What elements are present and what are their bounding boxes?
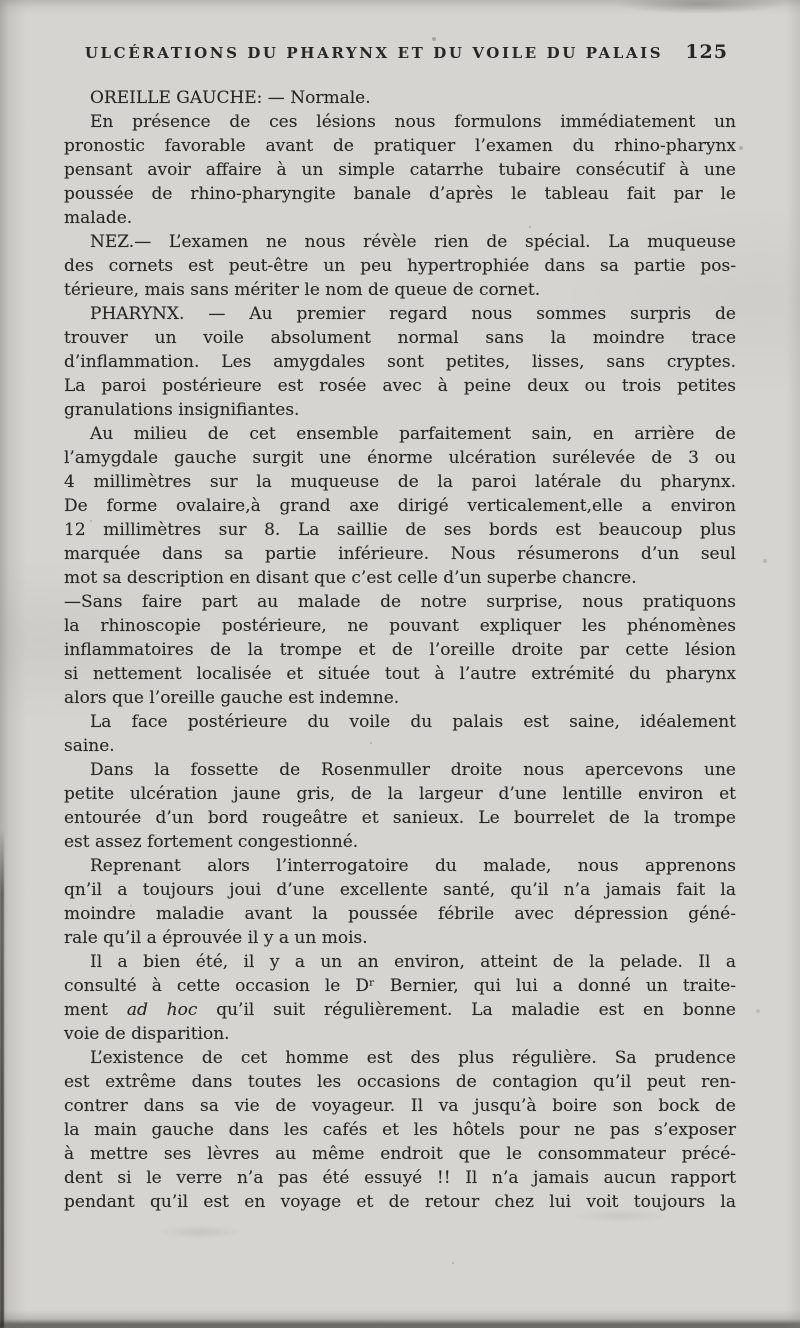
page-number: 125 bbox=[685, 41, 728, 63]
text-line: est assez fortement congestionné. bbox=[64, 832, 359, 852]
text-line: alors que l’oreille gauche est indemne. bbox=[64, 688, 400, 708]
text-line: Il a bien été, il y a un an environ, atteint de la pelade. Il a bbox=[90, 952, 736, 972]
text-line: saine. bbox=[64, 736, 115, 756]
text-line: consulté à cette occasion le Dʳ Bernier, qui lui a donné un traite- bbox=[64, 976, 736, 996]
paragraph bbox=[64, 230, 736, 302]
text-line: ment ad hoc qu’il suit régulièrement. La maladie est en bonne bbox=[64, 1000, 736, 1020]
paragraph bbox=[64, 86, 736, 110]
text-line: pendant qu’il est en voyage et de retour chez lui voit toujours la bbox=[64, 1192, 736, 1212]
paragraph bbox=[64, 302, 736, 422]
running-head bbox=[64, 41, 736, 66]
text-line: NEZ.— L’examen ne nous révèle rien de spécial. La muqueuse bbox=[90, 232, 736, 252]
text-line: 4 millimètres sur la muqueuse de la paroi latérale du pharynx. bbox=[64, 472, 736, 492]
text-line: PHARYNX. — Au premier regard nous sommes surpris de bbox=[90, 304, 736, 324]
text-line: poussée de rhino-pharyngite banale d’après le tableau fait par le bbox=[64, 184, 736, 204]
text-line: la main gauche dans les cafés et les hôtels pour ne pas s’exposer bbox=[64, 1120, 736, 1140]
running-head-title: ULCÉRATIONS DU PHARYNX ET DU VOILE DU PALAIS bbox=[84, 44, 664, 62]
paragraph bbox=[64, 422, 736, 590]
text-line: La paroi postérieure est rosée avec à peine deux ou trois petites bbox=[64, 376, 736, 396]
text-line: 12 millimètres sur 8. La saillie de ses bords est beaucoup plus bbox=[64, 520, 736, 540]
text-line: pronostic favorable avant de pratiquer l’examen du rhino-pharynx bbox=[64, 136, 736, 156]
text-line: trouver un voile absolument normal sans la moindre trace bbox=[64, 328, 736, 348]
text-line: inflammatoires de la trompe et de l’oreille droite par cette lésion bbox=[64, 640, 736, 660]
text-line: Dans la fossette de Rosenmuller droite nous apercevons une bbox=[90, 760, 736, 780]
text-line: si nettement localisée et située tout à l’autre extrémité du pharynx bbox=[64, 664, 736, 684]
text-line: moindre maladie avant la poussée fébrile avec dépression géné- bbox=[64, 904, 736, 924]
text-line: qn’il a toujours joui d’une excellente santé, qu’il n’a jamais fait la bbox=[64, 880, 736, 900]
text-line: Au milieu de cet ensemble parfaitement sain, en arrière de bbox=[90, 424, 736, 444]
text-line: La face postérieure du voile du palais est saine, idéalement bbox=[90, 712, 736, 732]
text-line: pensant avoir affaire à un simple catarrhe tubaire consécutif à une bbox=[64, 160, 736, 180]
text-line: OREILLE GAUCHE: — Normale. bbox=[90, 88, 371, 108]
text-line: entourée d’un bord rougeâtre et sanieux. Le bourrelet de la trompe bbox=[64, 808, 736, 828]
text-line: des cornets est peut-être un peu hypertrophiée dans sa partie pos- bbox=[64, 256, 736, 276]
paragraph bbox=[64, 1046, 736, 1214]
page-body bbox=[64, 86, 736, 1214]
text-line: mot sa description en disant que c’est celle d’un superbe chancre. bbox=[64, 568, 637, 588]
text-line: petite ulcération jaune gris, de la largeur d’une lentille environ et bbox=[64, 784, 736, 804]
text-line: la rhinoscopie postérieure, ne pouvant expliquer les phénomènes bbox=[64, 616, 736, 636]
text-line: l’amygdale gauche surgit une énorme ulcération surélevée de 3 ou bbox=[64, 448, 736, 468]
text-line: L’existence de cet homme est des plus régulière. Sa prudence bbox=[90, 1048, 736, 1068]
text-line: d’inflammation. Les amygdales sont petites, lisses, sans cryptes. bbox=[64, 352, 736, 372]
paragraph bbox=[64, 758, 736, 854]
book-spine-shadow bbox=[0, 830, 4, 1328]
text-line: Reprenant alors l’interrogatoire du malade, nous apprenons bbox=[90, 856, 736, 876]
paragraph bbox=[64, 710, 736, 758]
paragraph bbox=[64, 854, 736, 950]
text-line: marquée dans sa partie inférieure. Nous résumerons d’un seul bbox=[64, 544, 736, 564]
text-line: De forme ovalaire,à grand axe dirigé verticalement,elle a environ bbox=[64, 496, 736, 516]
text-line: est extrême dans toutes les occasions de contagion qu’il peut ren- bbox=[64, 1072, 736, 1092]
text-line: contrer dans sa vie de voyageur. Il va jusqu’à boire son bock de bbox=[64, 1096, 736, 1116]
paragraph bbox=[64, 950, 736, 1046]
text-line: à mettre ses lèvres au même endroit que le consommateur précé- bbox=[64, 1144, 736, 1164]
text-line: —Sans faire part au malade de notre surprise, nous pratiquons bbox=[64, 592, 736, 612]
text-line: granulations insignifiantes. bbox=[64, 400, 300, 420]
text-line: voie de disparition. bbox=[64, 1024, 230, 1044]
paragraph bbox=[64, 110, 736, 230]
text-line: En présence de ces lésions nous formulons immédiatement un bbox=[90, 112, 736, 132]
text-line: térieure, mais sans mériter le nom de queue de cornet. bbox=[64, 280, 541, 300]
text-line: rale qu’il a éprouvée il y a un mois. bbox=[64, 928, 368, 948]
paragraph bbox=[64, 590, 736, 710]
text-line: dent si le verre n’a pas été essuyé !! Il n’a jamais aucun rapport bbox=[64, 1168, 736, 1188]
scan-speck-layer bbox=[0, 0, 2, 2]
text-line: malade. bbox=[64, 208, 133, 228]
